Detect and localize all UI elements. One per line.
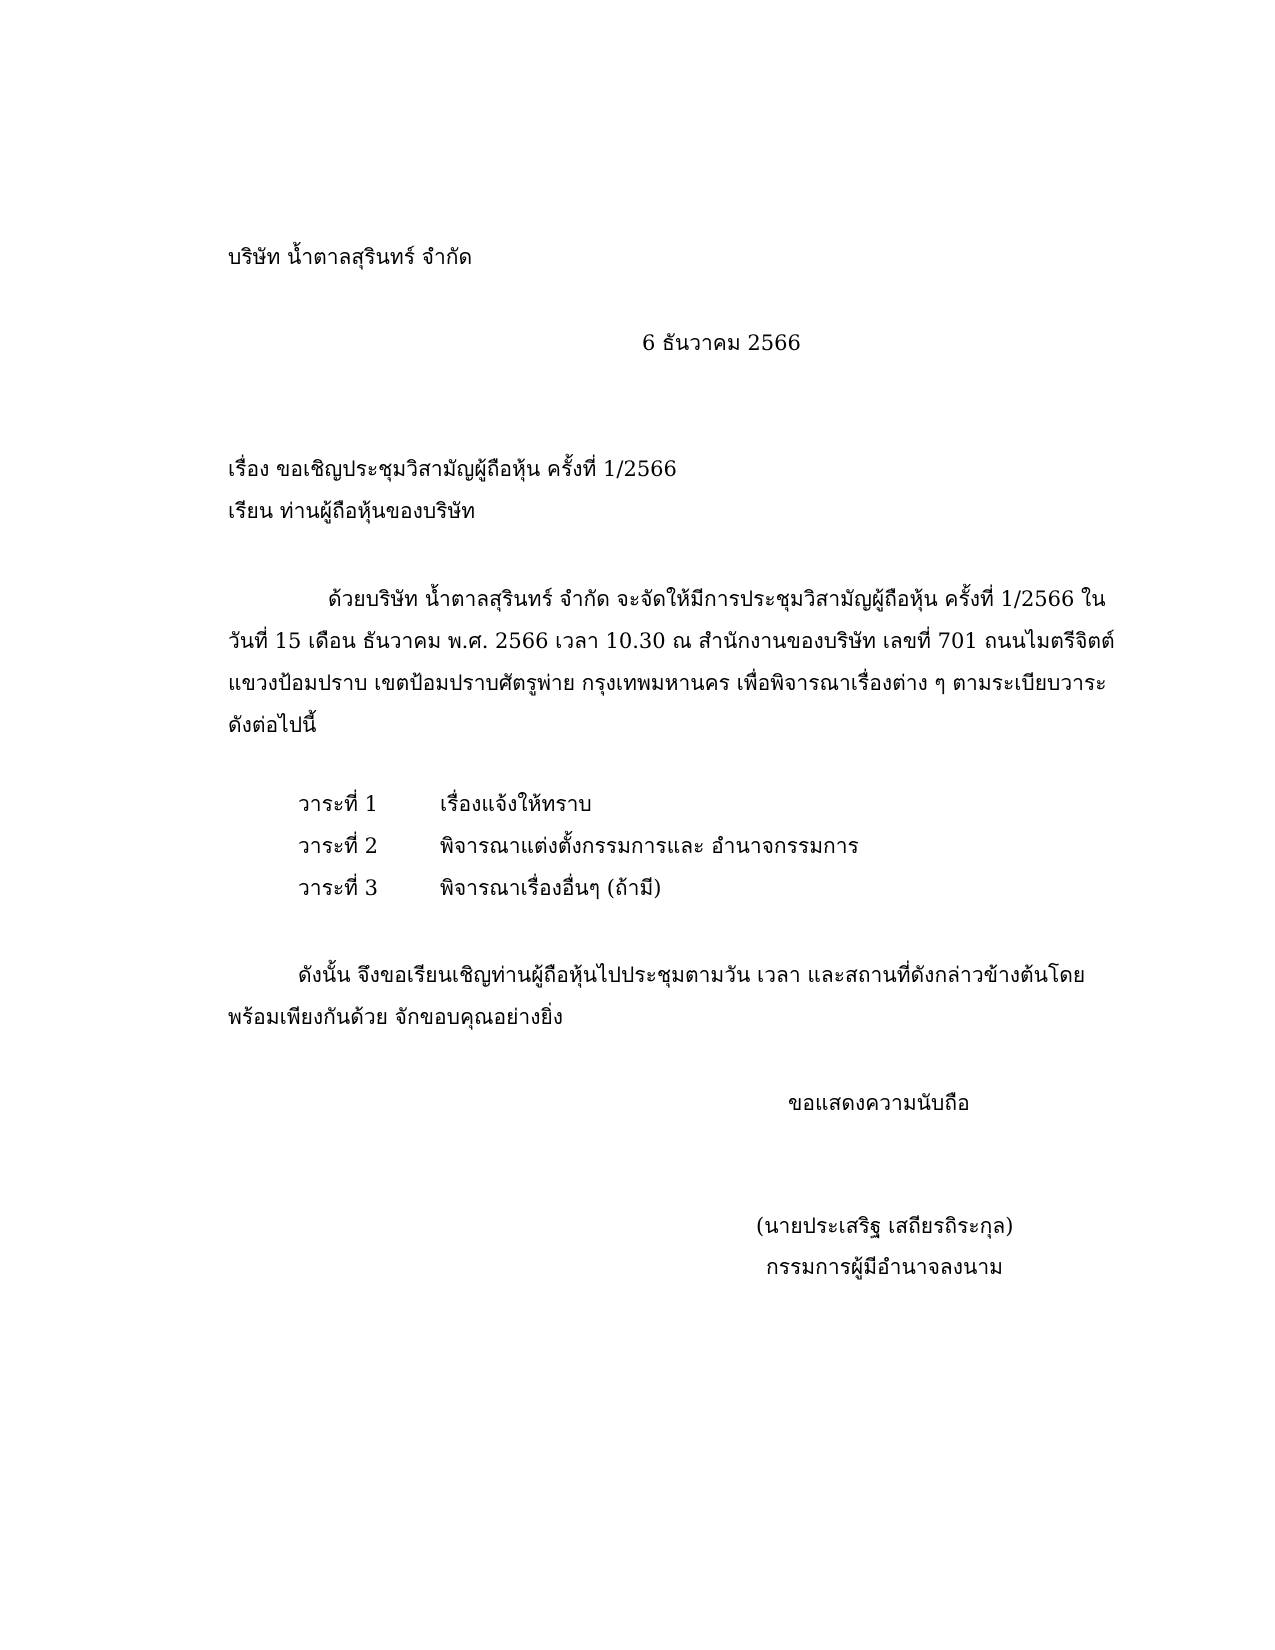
regards-text: ขอแสดงความนับถือ	[788, 1091, 970, 1115]
agenda-label: วาระที่ 1	[298, 792, 379, 816]
agenda-item	[298, 832, 859, 874]
agenda-list	[298, 790, 859, 916]
agenda-label: วาระที่ 3	[298, 876, 379, 900]
agenda-text: พิจารณาเรื่องอื่นๆ (ถ้ามี)	[440, 876, 662, 900]
signer-name: (นายประเสริฐ เสถียรถิระกุล)	[756, 1214, 1014, 1238]
letter-subject: เรื่อง ขอเชิญประชุมวิสามัญผู้ถือหุ้น ครั้งที่ 1/2566	[228, 457, 677, 481]
paragraph-line: ดังนั้น จึงขอเรียนเชิญท่านผู้ถือหุ้นไปประชุมตามวัน เวลา และสถานที่ดังกล่าวข้างต้นโดย	[298, 963, 1086, 987]
agenda-label: วาระที่ 2	[298, 834, 379, 858]
agenda-text: เรื่องแจ้งให้ทราบ	[440, 792, 592, 816]
agenda-item	[298, 874, 859, 916]
company-name: บริษัท น้ำตาลสุรินทร์ จำกัด	[228, 245, 473, 269]
paragraph-line: วันที่ 15 เดือน ธันวาคม พ.ศ. 2566 เวลา 10.30 ณ สำนักงานของบริษัท เลขที่ 701 ถนนไมตรีจิตต์	[228, 629, 1115, 653]
agenda-text: พิจารณาแต่งตั้งกรรมการและ อำนาจกรรมการ	[440, 834, 859, 858]
closing-paragraph	[228, 954, 1086, 1038]
paragraph-line: แขวงป้อมปราบ เขตป้อมปราบศัตรูพ่าย กรุงเทพมหานคร เพื่อพิจารณาเรื่องต่าง ๆ ตามระเบียบวาระ	[228, 671, 1107, 695]
paragraph-line: ด้วยบริษัท น้ำตาลสุรินทร์ จำกัด จะจัดให้มีการประชุมวิสามัญผู้ถือหุ้น ครั้งที่ 1/2566 ใน	[328, 587, 1106, 611]
letter-date: 6 ธันวาคม 2566	[642, 331, 801, 355]
agenda-item	[298, 790, 859, 832]
invitation-paragraph	[228, 578, 1115, 746]
paragraph-line: ดังต่อไปนี้	[228, 713, 317, 737]
letter-salutation: เรียน ท่านผู้ถือหุ้นของบริษัท	[228, 499, 476, 523]
paragraph-line: พร้อมเพียงกันด้วย จักขอบคุณอย่างยิ่ง	[228, 1005, 564, 1029]
signer-title: กรรมการผู้มีอำนาจลงนาม	[766, 1255, 1004, 1279]
